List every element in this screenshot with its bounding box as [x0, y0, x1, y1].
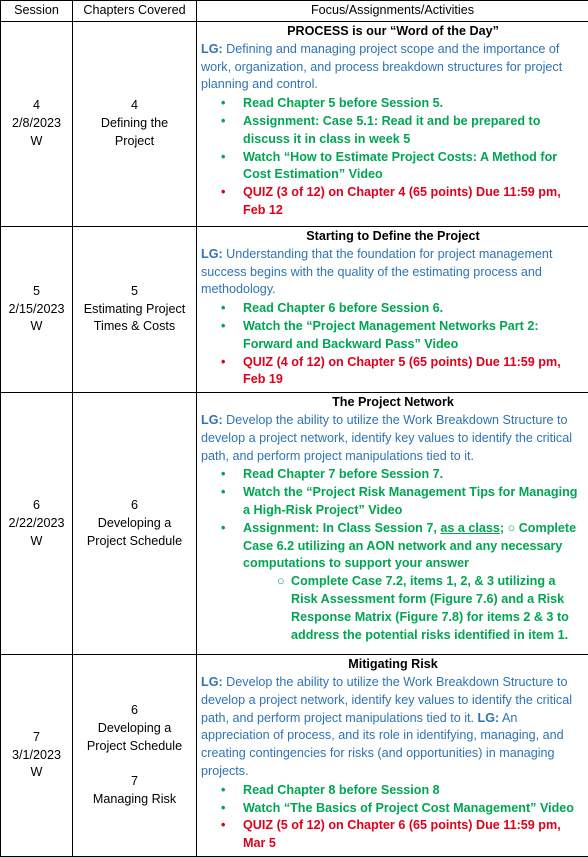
session-number: 5: [1, 283, 72, 301]
list-item: • Watch “The Basics of Project Cost Management” Video: [201, 800, 585, 818]
bullet-icon: •: [221, 466, 225, 484]
chapters-cell: [73, 22, 197, 227]
activity-list: [201, 95, 585, 220]
chapter-number: 6: [73, 497, 196, 515]
list-item: • Watch the “Project Management Networks Part 2: Forward and Backward Pass” Video: [201, 318, 585, 354]
focus-cell: [197, 393, 588, 655]
session-date: 2/8/2023: [1, 115, 72, 133]
bullet-icon: •: [221, 318, 225, 336]
session-cell: [1, 655, 73, 857]
list-item: • Read Chapter 7 before Session 7.: [201, 466, 585, 484]
lg-text: An appreciation of process, and its role in identifying, managing, and creating contingencies for risks (and opportunities) in managing projects.: [201, 711, 564, 778]
chapter-name: Estimating Project Times & Costs: [73, 301, 196, 337]
lg-label: LG:: [201, 675, 223, 689]
bullet-icon: •: [221, 113, 225, 131]
learning-goal: [201, 412, 585, 465]
underlined-text: as a class: [440, 521, 500, 535]
session-cell: [1, 22, 73, 227]
chapters-cell: [73, 393, 197, 655]
list-item: • QUIZ (5 of 12) on Chapter 6 (65 points) Due 11:59 pm, Mar 5: [201, 817, 585, 853]
focus-title: The Project Network: [201, 394, 585, 412]
activity-list: [201, 782, 585, 853]
lg-label: LG:: [201, 413, 223, 427]
lg-label: LG:: [201, 247, 223, 261]
assignment-item: • Assignment: In Class Session 7, as a class; ○ Complete Case 6.2 utilizing an AON network and any necessary computations to support your answer: [201, 520, 585, 573]
focus-cell: [197, 22, 588, 227]
session-cell: [1, 393, 73, 655]
session-number: 6: [1, 497, 72, 515]
lg-text: Develop the ability to utilize the Work Breakdown Structure to develop a project network, identify key values to identify the critical path, and perform project manipulations tied to it.: [201, 413, 572, 463]
list-item: • QUIZ (3 of 12) on Chapter 4 (65 points) Due 11:59 pm, Feb 12: [201, 184, 585, 220]
list-item: • Read Chapter 6 before Session 6.: [201, 300, 585, 318]
header-chapters: Chapters Covered: [73, 1, 197, 22]
bullet-icon: •: [221, 300, 225, 318]
header-session: Session: [1, 1, 73, 22]
lg-text: Understanding that the foundation for project management success begins with the quality of the estimating process and methodology.: [201, 247, 552, 297]
session-day: W: [1, 764, 72, 782]
bullet-icon: •: [221, 354, 225, 372]
chapter-name: Developing a Project Schedule: [73, 720, 196, 756]
chapter-number: 7: [73, 773, 196, 791]
bullet-icon: •: [221, 800, 225, 818]
lg-text: Develop the ability to utilize the Work Breakdown Structure to develop a project network, identify key values to identify the critical path, and perform project manipulations tied to it.: [201, 675, 572, 725]
chapter-name: Managing Risk: [73, 791, 196, 809]
learning-goal: [201, 41, 585, 94]
focus-cell: [197, 227, 588, 393]
circle-bullet-icon: ○: [277, 573, 285, 591]
session-date: 2/22/2023: [1, 515, 72, 533]
session-date: 3/1/2023: [1, 747, 72, 765]
session-date: 2/15/2023: [1, 301, 72, 319]
learning-goal: [201, 674, 585, 781]
learning-goal: [201, 246, 585, 299]
list-item: • Assignment: Case 5.1: Read it and be prepared to discuss it in class in week 5: [201, 113, 585, 149]
session-row: [1, 22, 588, 227]
lg-label: LG:: [201, 42, 223, 56]
session-row: [1, 655, 588, 857]
bullet-icon: •: [221, 95, 225, 113]
bullet-icon: •: [221, 184, 225, 202]
focus-title: Starting to Define the Project: [201, 228, 585, 246]
focus-cell: [197, 655, 588, 857]
activity-list: [201, 300, 585, 389]
list-item: • Read Chapter 8 before Session 8: [201, 782, 585, 800]
focus-title: PROCESS is our “Word of the Day”: [201, 23, 585, 41]
chapter-name: Developing a Project Schedule: [73, 515, 196, 551]
lg-label: LG:: [478, 711, 500, 725]
bullet-icon: •: [221, 817, 225, 835]
chapters-cell: [73, 227, 197, 393]
session-number: 4: [1, 97, 72, 115]
bullet-icon: •: [221, 484, 225, 502]
chapter-number: 4: [73, 97, 196, 115]
bullet-icon: •: [221, 782, 225, 800]
session-row: [1, 227, 588, 393]
chapter-number: 5: [73, 283, 196, 301]
chapter-number: 6: [73, 702, 196, 720]
session-cell: [1, 227, 73, 393]
chapters-cell: [73, 655, 197, 857]
session-number: 7: [1, 729, 72, 747]
sub-list-item: ○ Complete Case 7.2, items 1, 2, & 3 utilizing a Risk Assessment form (Figure 7.6) and a Risk Response Matrix (Figure 7.8) for items 2 & 3 to address the potential risks identified in item 1.: [201, 573, 585, 644]
session-row: [1, 393, 588, 655]
lg-text: Defining and managing project scope and the importance of work, organization, and process breakdown structures for project planning and control.: [201, 42, 562, 92]
session-day: W: [1, 533, 72, 551]
bullet-icon: •: [221, 520, 225, 538]
list-item: • QUIZ (4 of 12) on Chapter 5 (65 points) Due 11:59 pm, Feb 19: [201, 354, 585, 390]
list-item: • Read Chapter 5 before Session 5.: [201, 95, 585, 113]
header-focus: Focus/Assignments/Activities: [197, 1, 588, 22]
bullet-icon: •: [221, 149, 225, 167]
header-row: [1, 1, 588, 22]
session-day: W: [1, 318, 72, 336]
list-item: • Watch “How to Estimate Project Costs: A Method for Cost Estimation” Video: [201, 149, 585, 185]
list-item: • Watch the “Project Risk Management Tips for Managing a High-Risk Project” Video: [201, 484, 585, 520]
activity-list: [201, 466, 585, 573]
session-day: W: [1, 133, 72, 151]
focus-title: Mitigating Risk: [201, 656, 585, 674]
chapter-name: Defining the Project: [73, 115, 196, 151]
